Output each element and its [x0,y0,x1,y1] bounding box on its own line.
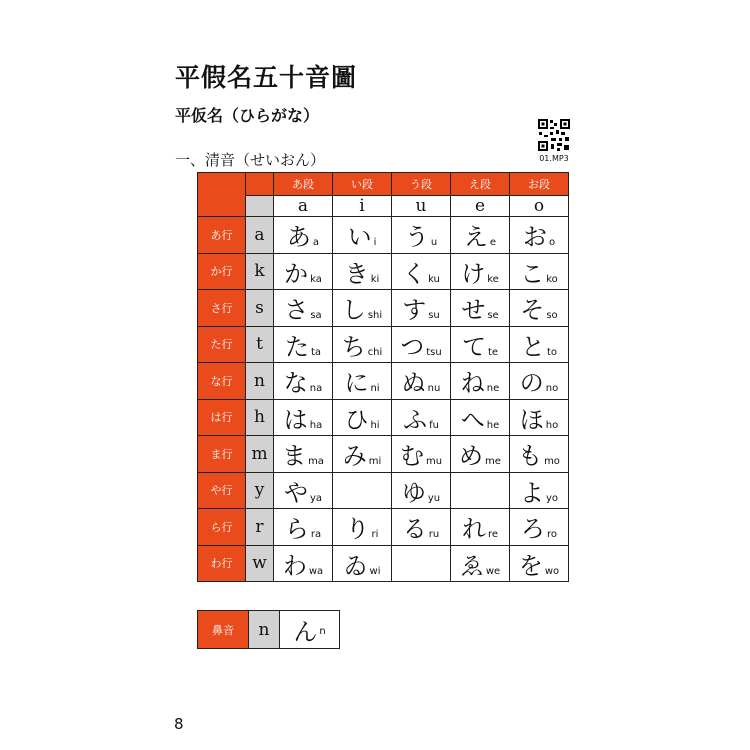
kana-char: の [519,369,544,398]
kana-cell [274,363,333,400]
kana-cell [274,509,333,546]
kana-romaji: me [485,456,501,468]
kana-char: し [341,296,366,325]
kana-char: こ [520,259,545,288]
kana-char: お [522,223,547,252]
kana-cell [333,545,392,582]
table-row [198,363,569,400]
kana-romaji: re [487,529,499,541]
kana-char: を [518,551,543,580]
kana-cell [451,509,510,546]
kana-romaji: ne [486,383,500,395]
nasal-table [197,610,340,649]
vowel-romaji: a [274,196,333,217]
row-consonant: s [246,290,274,327]
kana-cell [510,399,569,436]
table-row [198,399,569,436]
row-label: か行 [198,253,246,290]
kana-romaji: su [428,310,440,322]
row-label: ま行 [198,436,246,473]
kana-cell [333,363,392,400]
kana-romaji: ro [546,529,557,541]
page-subtitle: 平仮名（ひらがな） [175,106,320,125]
kana-romaji: mo [544,456,560,468]
kana-cell [333,472,392,509]
row-consonant: t [246,326,274,363]
kana-char: い [347,223,372,252]
row-label: や行 [198,472,246,509]
kana-char: み [342,442,367,471]
kana-romaji: ya [309,492,323,504]
kana-char: つ [400,332,425,361]
row-consonant: y [246,472,274,509]
kana-romaji: ru [428,529,440,541]
kana-cell [280,611,340,649]
kana-cell [510,472,569,509]
kana-romaji: o [548,237,556,249]
vowel-romaji: i [333,196,392,217]
kana-char: す [402,296,427,325]
kana-romaji: so [546,310,558,322]
kana-romaji: yo [545,492,559,504]
kana-char: あ [286,223,311,252]
nasal-row [198,611,340,649]
table-row [198,509,569,546]
kana-char: き [344,259,369,288]
kana-romaji: ta [310,346,322,358]
kana-romaji: yu [427,492,441,504]
kana-romaji: nu [427,383,441,395]
kana-cell [510,290,569,327]
kana-char: も [518,442,543,471]
row-consonant: a [246,217,274,254]
kana-char: う [404,223,429,252]
vowel-romaji-row [198,196,569,217]
kana-cell [510,436,569,473]
kana-char: め [459,442,484,471]
row-label: 鼻音 [198,611,249,649]
kana-cell [333,436,392,473]
kana-romaji: ra [310,529,322,541]
kana-cell [274,545,333,582]
kana-char: ま [282,442,307,471]
table-row [198,326,569,363]
kana-char: ゐ [343,551,368,580]
kana-cell [274,217,333,254]
kana-cell [510,326,569,363]
kana-romaji: to [546,346,558,358]
kana-romaji: chi [367,346,383,358]
kana-cell [274,436,333,473]
kana-romaji: te [487,346,499,358]
kana-cell [510,217,569,254]
row-label: あ行 [198,217,246,254]
kana-romaji: ma [308,456,324,468]
kana-cell [510,253,569,290]
kana-romaji: tsu [426,346,442,358]
kana-char: さ [284,296,309,325]
kana-char: ふ [403,405,428,434]
kana-cell [392,399,451,436]
table-corner-cell [246,196,274,217]
kana-cell [510,545,569,582]
kana-cell [392,472,451,509]
column-header: い段 [333,173,392,196]
kana-romaji: ho [545,419,559,431]
kana-romaji: se [487,310,499,322]
kana-romaji: ri [371,529,379,541]
kana-char: ん [293,618,318,646]
kana-cell [274,253,333,290]
kana-char: そ [520,296,545,325]
kana-cell [274,472,333,509]
row-label: た行 [198,326,246,363]
kana-char: た [284,332,309,361]
row-consonant: r [246,509,274,546]
column-header: う段 [392,173,451,196]
kana-romaji: ha [309,419,323,431]
row-label: さ行 [198,290,246,327]
kana-cell [451,436,510,473]
kana-cell [392,290,451,327]
kana-char: ら [284,515,309,544]
row-label: ら行 [198,509,246,546]
kana-char: れ [461,515,486,544]
row-label: わ行 [198,545,246,582]
kana-cell [392,326,451,363]
kana-cell [333,509,392,546]
kana-char: ち [341,332,366,361]
kana-romaji: ka [310,273,322,285]
table-row [198,290,569,327]
kana-romaji: i [373,237,377,249]
table-row [198,436,569,473]
kana-char: と [520,332,545,361]
kana-romaji: ki [370,273,380,285]
kana-char: せ [461,296,486,325]
kana-cell [451,399,510,436]
column-header: お段 [510,173,569,196]
kana-char: ゑ [459,551,484,580]
row-consonant: n [246,363,274,400]
table-row [198,545,569,582]
row-label: は行 [198,399,246,436]
kana-cell [392,509,451,546]
kana-cell [510,509,569,546]
kana-char: わ [282,551,307,580]
kana-cell [274,326,333,363]
kana-romaji: ni [370,383,380,395]
kana-char: よ [519,478,544,507]
table-row [198,217,569,254]
kana-cell [451,472,510,509]
kana-cell [333,399,392,436]
row-consonant: n [249,611,280,649]
kana-romaji: hi [370,419,380,431]
table-corner-cell [198,173,246,217]
kana-romaji: sa [310,310,322,322]
kana-cell [392,253,451,290]
kana-char: か [284,259,309,288]
kana-char: む [399,442,424,471]
kana-cell [333,253,392,290]
kana-cell [451,217,510,254]
section-heading: 一、清音（せいおん） [175,151,326,169]
kana-romaji: mi [368,456,382,468]
kana-romaji: no [545,383,559,395]
kana-cell [333,290,392,327]
kana-romaji: a [312,237,320,249]
kana-cell [451,545,510,582]
kana-char: え [463,223,488,252]
kana-romaji: ke [487,273,499,285]
kana-cell [274,399,333,436]
vowel-romaji: e [451,196,510,217]
kana-cell [392,436,451,473]
kana-romaji: wo [544,565,560,577]
table-row [198,472,569,509]
vowel-romaji: u [392,196,451,217]
kana-romaji: u [430,237,438,249]
kana-char: ひ [344,405,369,434]
kana-cell [392,545,451,582]
audio-file-label: 01.MP3 [539,154,569,163]
kana-cell [392,217,451,254]
kana-char: な [283,369,308,398]
kana-cell [333,217,392,254]
kana-cell [333,326,392,363]
kana-cell [451,290,510,327]
kana-romaji: fu [429,419,439,431]
kana-romaji: shi [367,310,383,322]
kana-char: ゆ [401,478,426,507]
kana-char: ほ [519,405,544,434]
page-title: 平假名五十音圖 [175,63,358,92]
kana-char: り [345,515,370,544]
kana-char: て [461,332,486,361]
kana-cell [392,363,451,400]
hiragana-table [197,172,569,582]
row-consonant: k [246,253,274,290]
row-consonant: h [246,399,274,436]
kana-char: ろ [520,515,545,544]
kana-cell [451,363,510,400]
kana-char: は [283,405,308,434]
kana-romaji: mu [425,456,443,468]
kana-romaji: wi [369,565,381,577]
page-number: 8 [174,715,184,733]
kana-cell [451,253,510,290]
kana-char: へ [460,405,485,434]
kana-char: く [402,259,427,288]
column-header: あ段 [274,173,333,196]
kana-char: る [402,515,427,544]
kana-char: に [344,369,369,398]
kana-char: や [283,478,308,507]
kana-romaji: ku [428,273,440,285]
column-header-row [198,173,569,196]
kana-cell [274,290,333,327]
kana-cell [451,326,510,363]
kana-romaji: he [486,419,500,431]
kana-char: ね [460,369,485,398]
kana-romaji: na [309,383,323,395]
column-header: え段 [451,173,510,196]
kana-char: ぬ [401,369,426,398]
kana-cell [510,363,569,400]
row-consonant: w [246,545,274,582]
row-consonant: m [246,436,274,473]
kana-romaji: ko [546,273,558,285]
kana-char: け [461,259,486,288]
row-label: な行 [198,363,246,400]
table-corner-cell [246,173,274,196]
table-row [198,253,569,290]
kana-romaji: e [489,237,497,249]
kana-romaji: wa [308,565,324,577]
vowel-romaji: o [510,196,569,217]
kana-romaji: n [319,625,326,637]
qr-code-icon[interactable] [537,118,571,152]
kana-romaji: we [485,565,501,577]
